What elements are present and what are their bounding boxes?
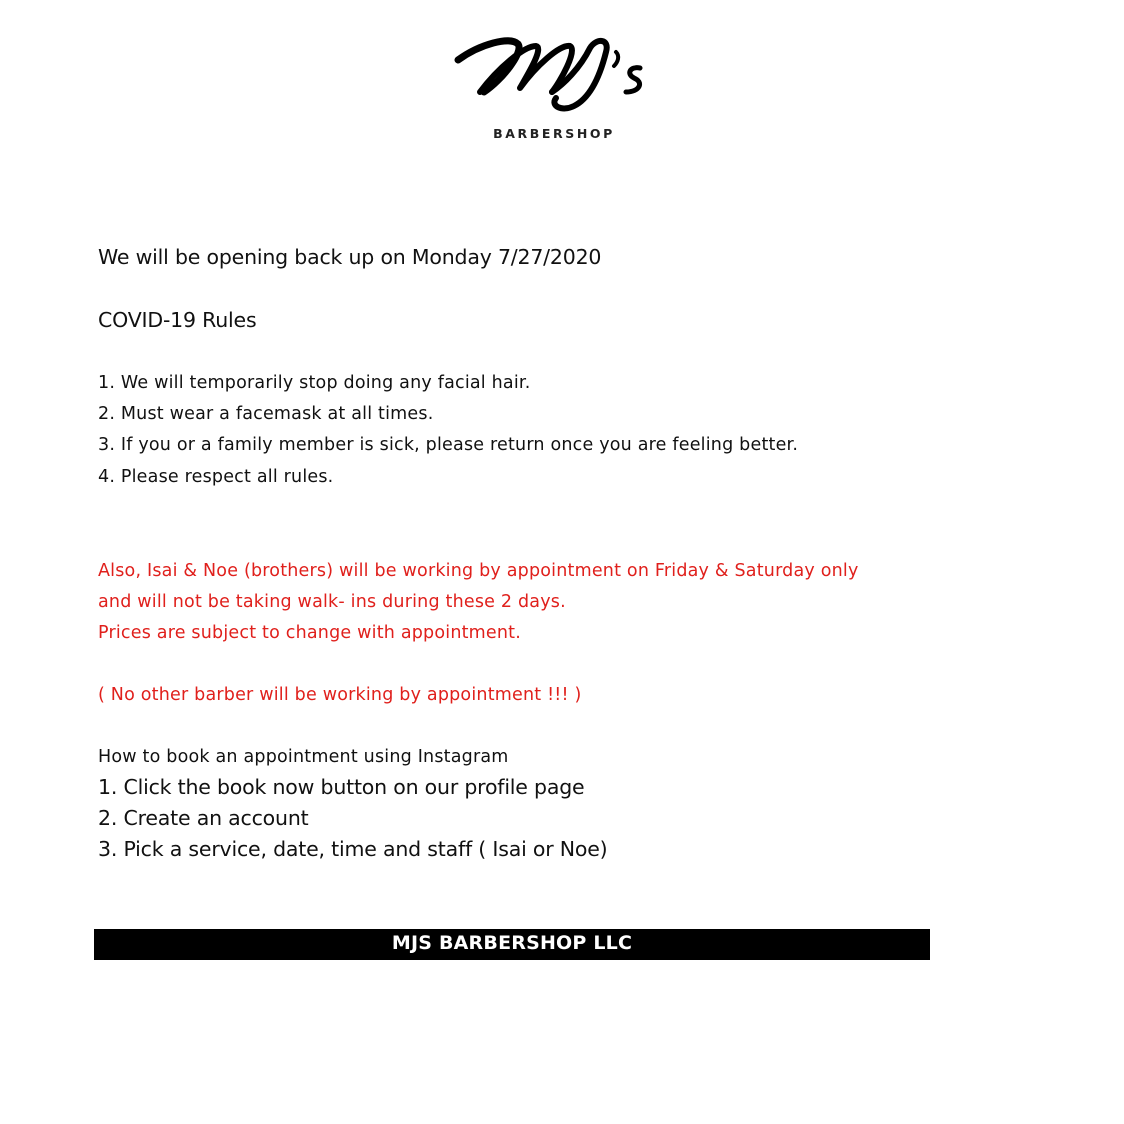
booking-step: 3. Pick a service, date, time and staff ( Isai or Noe) <box>98 837 608 861</box>
rule-item: 2. Must wear a facemask at all times. <box>98 404 434 424</box>
booking-title: How to book an appointment using Instagram <box>98 747 509 767</box>
booking-step: 1. Click the book now button on our profile page <box>98 775 585 799</box>
opening-announcement: We will be opening back up on Monday 7/27/2020 <box>98 245 602 269</box>
booking-step: 2. Create an account <box>98 806 309 830</box>
mjs-script-logo <box>440 22 670 122</box>
notice-extra: ( No other barber will be working by appointment !!! ) <box>98 685 582 705</box>
footer-bar <box>94 929 930 960</box>
logo-subtitle: BARBERSHOP <box>493 126 615 141</box>
rule-item: 1. We will temporarily stop doing any facial hair. <box>98 373 531 393</box>
rule-item: 3. If you or a family member is sick, please return once you are feeling better. <box>98 435 799 455</box>
notice-line: and will not be taking walk- ins during these 2 days. <box>98 592 566 612</box>
notice-line: Prices are subject to change with appointment. <box>98 623 522 643</box>
notice-line: Also, Isai & Noe (brothers) will be working by appointment on Friday & Saturday only <box>98 561 859 581</box>
rule-item: 4. Please respect all rules. <box>98 467 334 487</box>
rules-title: COVID-19 Rules <box>98 308 257 332</box>
footer-company-name: MJS BARBERSHOP LLC <box>391 932 633 954</box>
mjs-logo <box>440 22 670 152</box>
